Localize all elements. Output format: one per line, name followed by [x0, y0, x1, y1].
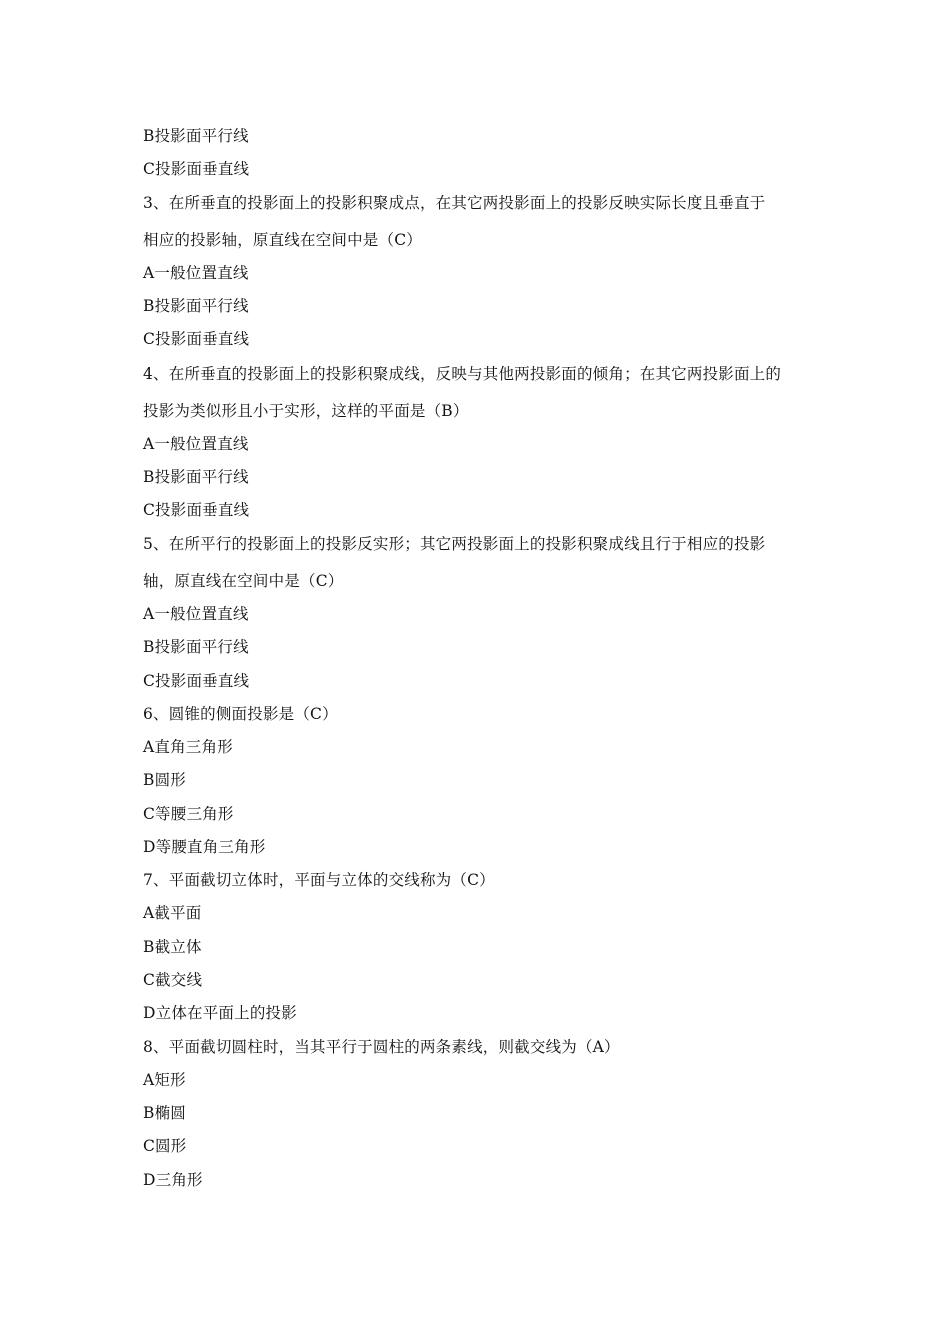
- option-d-line: D三角形: [143, 1171, 203, 1189]
- option-b-line: B投影面平行线: [143, 638, 249, 656]
- option-d-line: D立体在平面上的投影: [143, 1004, 297, 1022]
- option-b-line: B截立体: [143, 938, 202, 956]
- question-4-line-1: 4、在所垂直的投影面上的投影积聚成线，反映与其他两投影面的倾角；在其它两投影面上的: [143, 365, 782, 383]
- option-a-line: A截平面: [143, 904, 202, 922]
- question-3-line-2: 相应的投影轴，原直线在空间中是（C）: [143, 231, 422, 249]
- option-d-line: D等腰直角三角形: [143, 838, 266, 856]
- option-c-line: C截交线: [143, 971, 203, 989]
- option-c-line: C圆形: [143, 1137, 187, 1155]
- option-a-line: A直角三角形: [143, 738, 233, 756]
- question-3-line-1: 3、在所垂直的投影面上的投影积聚成点，在其它两投影面上的投影反映实际长度且垂直于: [143, 194, 766, 212]
- option-b-line: B投影面平行线: [143, 127, 249, 145]
- question-7-line: 7、平面截切立体时，平面与立体的交线称为（C）: [143, 871, 495, 889]
- option-a-line: A一般位置直线: [143, 435, 249, 453]
- option-b-line: B椭圆: [143, 1104, 186, 1122]
- option-c-line: C投影面垂直线: [143, 501, 250, 519]
- question-8-line: 8、平面截切圆柱时，当其平行于圆柱的两条素线，则截交线为（A）: [143, 1038, 620, 1056]
- question-4-line-2: 投影为类似形且小于实形，这样的平面是（B）: [143, 402, 469, 420]
- question-5-line-2: 轴，原直线在空间中是（C）: [143, 572, 344, 590]
- option-c-line: C投影面垂直线: [143, 672, 250, 690]
- option-a-line: A矩形: [143, 1071, 186, 1089]
- option-c-line: C投影面垂直线: [143, 330, 250, 348]
- option-c-line: C等腰三角形: [143, 805, 234, 823]
- option-b-line: B圆形: [143, 771, 186, 789]
- option-c-line: C投影面垂直线: [143, 160, 250, 178]
- question-5-line-1: 5、在所平行的投影面上的投影反实形；其它两投影面上的投影积聚成线且行于相应的投影: [143, 535, 766, 553]
- option-b-line: B投影面平行线: [143, 468, 249, 486]
- option-a-line: A一般位置直线: [143, 264, 249, 282]
- option-a-line: A一般位置直线: [143, 605, 249, 623]
- option-b-line: B投影面平行线: [143, 297, 249, 315]
- question-6-line: 6、圆锥的侧面投影是（C）: [143, 705, 338, 723]
